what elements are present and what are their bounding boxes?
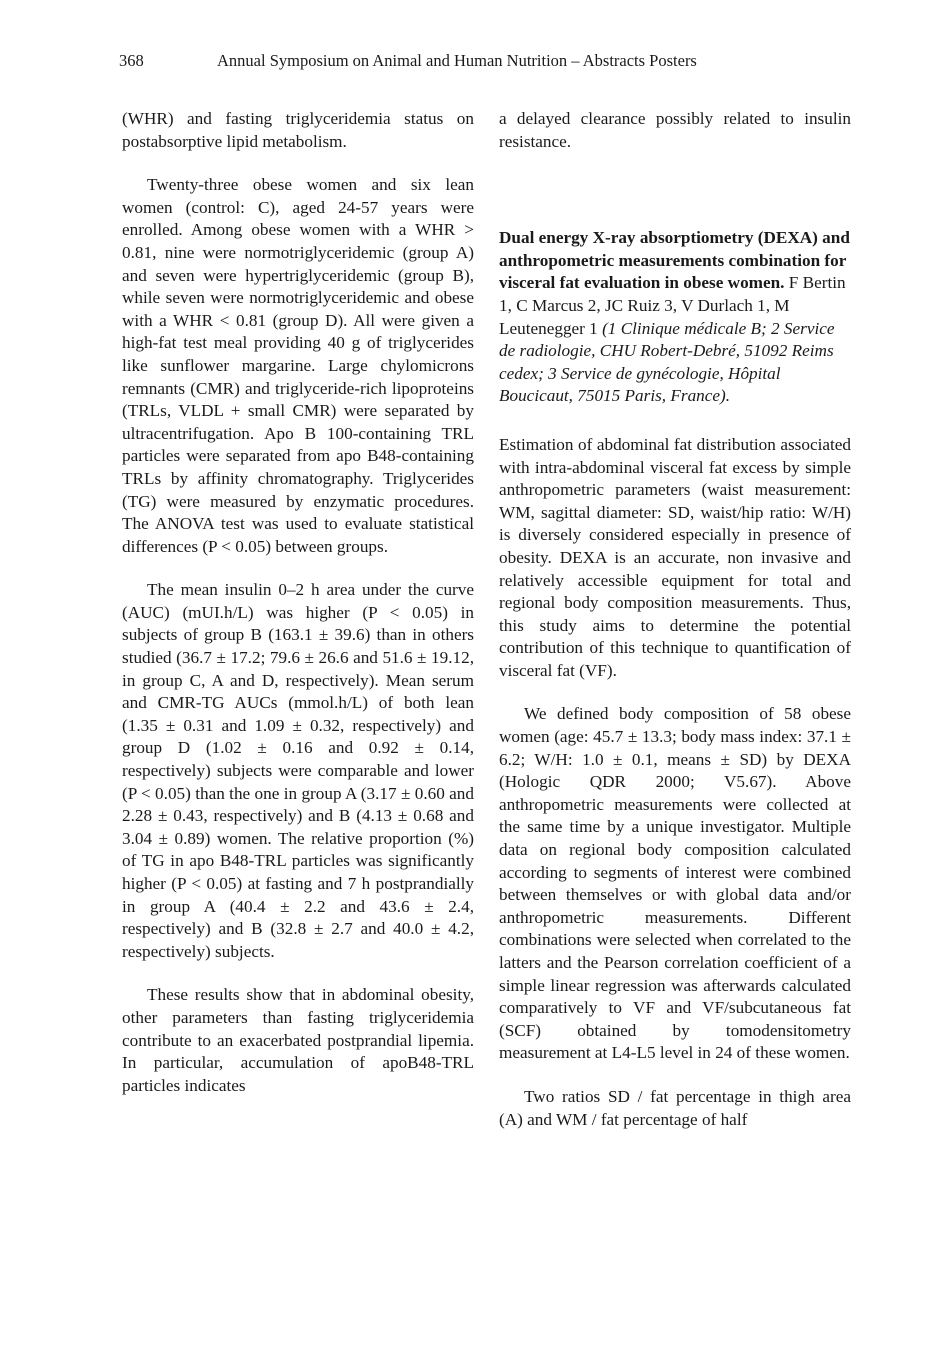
paragraph-continuation: (WHR) and fasting triglyceridemia status on postabsorptive lipid metabolism. bbox=[122, 109, 474, 151]
abstract-heading bbox=[499, 227, 851, 408]
paragraph-methods: Twenty-three obese women and six lean women (control: C), aged 24-57 years were enrolled. Among obese women with a WHR > 0.81, nine were normotriglyceridemic (group A) and seven were hypertriglyceridemic (group B), while seven were normotriglyceridemic and obese with a WHR < 0.81 (group D). All were given a high-fat test meal providing 40 g of triglycerides like sunflower margarine. Large chylomicrons remnants (CMR) and triglyceride-rich lipoproteins (TRLs, VLDL + small CMR) were separated by ultracentrifugation. Apo B 100-containing TRL particles were separated from apo B48-containing TRLs by affinity chromatography. Triglycerides (TG) were measured by enzymatic procedures. The ANOVA test was used to evaluate statistical differences (P < 0.05) between groups. bbox=[122, 175, 474, 556]
running-header bbox=[119, 50, 859, 72]
running-title: Annual Symposium on Animal and Human Nutrition – Abstracts Posters bbox=[217, 51, 697, 70]
paragraph-conclusion: These results show that in abdominal obesity, other parameters than fasting triglyceridemia contribute to an exacerbated postprandial lipemia. In particular, accumulation of apoB48-TRL particles indicates bbox=[122, 985, 474, 1095]
left-column bbox=[122, 108, 474, 1118]
page-number: 368 bbox=[119, 51, 144, 70]
abstract-title: Dual energy X-ray absorptiometry (DEXA) and anthropometric measurements combination for visceral fat evaluation in obese women. bbox=[499, 228, 850, 293]
paragraph-continuation-right: a delayed clearance possibly related to insulin resistance. bbox=[499, 109, 851, 151]
paragraph-results: The mean insulin 0–2 h area under the curve (AUC) (mUI.h/L) was higher (P < 0.05) in subjects of group B (163.1 ± 39.6) than in others studied (36.7 ± 17.2; 79.6 ± 26.6 and 51.6 ± 19.12, in group C, A and D, respectively). Mean serum and CMR-TG AUCs (mmol.h/L) of both lean (1.35 ± 0.31 and 1.09 ± 0.32, respectively) and group D (1.02 ± 0.16 and 0.92 ± 0.14, respectively) subjects were comparable and lower (P < 0.05) than the one in group A (3.17 ± 0.60 and 2.28 ± 0.43, respectively) and B (4.13 ± 0.68 and 3.04 ± 0.89) women. The relative proportion (%) of TG in apo B48-TRL particles was significantly higher (P < 0.05) at fasting and 7 h postprandially in group A (40.4 ± 2.2 and 43.6 ± 2.4, respectively) and B (32.8 ± 2.7 and 40.0 ± 4.2, respectively) subjects. bbox=[122, 580, 474, 961]
abstract-affiliations: (1 Clinique médicale B; 2 Service de radiologie, CHU Robert-Debré, 51092 Reims cedex; 3 Service de gynécologie, Hôpital Boucicaut, 75015 Paris, France). bbox=[499, 318, 835, 406]
paragraph-methods-right: We defined body composition of 58 obese women (age: 45.7 ± 13.3; body mass index: 37.1 ± 6.2; W/H: 1.0 ± 0.1, means ± SD) by DEXA (Hologic QDR 2000; V5.67). Above anthropometric measurements were collected at the same time by a unique investigator. Multiple data on regional body composition calculated according to segments of interest were combined between themselves or with global data and/or anthropometric measurements. Different combinations were selected when correlated to the latters and the Pearson correlation coefficient of a simple linear regression was afterwards calculated comparatively to VF and VF/subcutaneous fat (SCF) obtained by tomodensitometry measurement at L4-L5 level in 24 of these women. bbox=[499, 704, 851, 1063]
paragraph-introduction: Estimation of abdominal fat distribution associated with intra-abdominal visceral fat excess by simple anthropometric parameters (waist measurement: WM, sagittal diameter: SD, waist/hip ratio: W/H) is diversely considered especially in presence of obesity. DEXA is an accurate, non invasive and relatively accessible equipment for total and regional body composition measurements. Thus, this study aims to determine the potential contribution of this technique to quantification of visceral fat (VF). bbox=[499, 434, 851, 680]
abstract-authors: F Bertin 1, C Marcus 2, JC Ruiz 3, V Durlach 1, M Leutenegger 1 bbox=[499, 273, 846, 338]
paragraph-results-right: Two ratios SD / fat percentage in thigh area (A) and WM / fat percentage of half bbox=[499, 1086, 851, 1129]
right-column bbox=[499, 108, 851, 1152]
